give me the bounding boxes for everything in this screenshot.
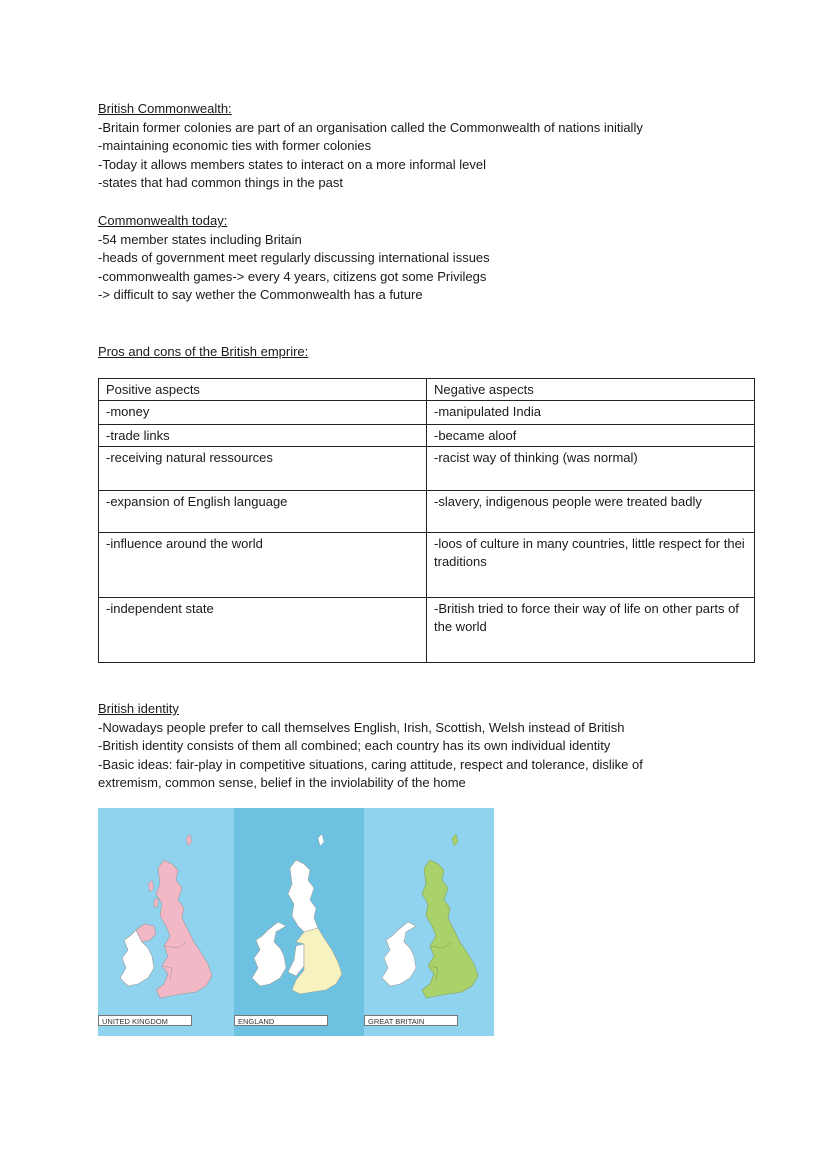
identity-heading: British identity	[98, 701, 179, 716]
identity-line: -Nowadays people prefer to call themselves English, Irish, Scottish, Welsh instead of British	[98, 719, 625, 735]
table-row	[99, 532, 755, 597]
commonwealth-today-heading: Commonwealth today:	[98, 213, 228, 228]
map-label-united-kingdom: UNITED KINGDOM	[98, 1015, 192, 1026]
map-panel-england	[234, 808, 364, 1036]
map-label-great-britain: GREAT BRITAIN	[364, 1015, 458, 1026]
table-cell: -money	[99, 401, 427, 425]
table-cell: -slavery, indigenous people were treated badly	[427, 490, 755, 532]
commonwealth-today-line: -54 member states including Britain	[98, 231, 302, 247]
great-britain-map-green	[364, 808, 494, 1036]
map-label-england: ENGLAND	[234, 1015, 328, 1026]
table-row	[99, 597, 755, 662]
table-cell: -manipulated India	[427, 401, 755, 425]
commonwealth-today-line: -> difficult to say wether the Commonwealth has a future	[98, 287, 423, 303]
pros-cons-section	[98, 343, 758, 362]
table-cell: -British tried to force their way of life on other parts of the world	[427, 597, 755, 662]
table-row	[99, 425, 755, 447]
table-cell: -racist way of thinking (was normal)	[427, 446, 755, 490]
pros-cons-heading: Pros and cons of the British emprire:	[98, 344, 309, 359]
table-cell: -became aloof	[427, 425, 755, 447]
table-header-cell: Negative aspects	[427, 379, 755, 401]
commonwealth-today-section	[98, 212, 758, 305]
table-header-cell: Positive aspects	[99, 379, 427, 401]
identity-line: -Basic ideas: fair-play in competitive situations, caring attitude, respect and tolerance, dislike of extremism, common sense, belief in the inviolability of the home	[98, 756, 643, 791]
table-row	[99, 446, 755, 490]
table-row	[99, 401, 755, 425]
uk-map-pink	[98, 808, 234, 1036]
table-header-row	[99, 379, 755, 401]
table-cell: -loos of culture in many countries, little respect for thei traditions	[427, 532, 755, 597]
commonwealth-line: -Britain former colonies are part of an organisation called the Commonwealth of nations initially	[98, 119, 643, 135]
commonwealth-section	[98, 100, 758, 193]
commonwealth-line: -maintaining economic ties with former colonies	[98, 138, 372, 154]
commonwealth-line: -states that had common things in the past	[98, 175, 343, 191]
table-cell: -influence around the world	[99, 532, 427, 597]
map-panel-united-kingdom	[98, 808, 234, 1036]
commonwealth-today-line: -heads of government meet regularly discussing international issues	[98, 250, 490, 266]
map-panel-great-britain	[364, 808, 494, 1036]
uk-maps-figure	[98, 808, 494, 1036]
pros-cons-table	[98, 378, 755, 663]
table-cell: -expansion of English language	[99, 490, 427, 532]
table-cell: -independent state	[99, 597, 427, 662]
identity-section	[98, 700, 758, 793]
commonwealth-today-line: -commonwealth games-> every 4 years, citizens got some Privilegs	[98, 268, 487, 284]
table-row	[99, 490, 755, 532]
identity-line: -British identity consists of them all combined; each country has its own individual identity	[98, 738, 611, 754]
table-cell: -receiving natural ressources	[99, 446, 427, 490]
england-map-cream	[234, 808, 364, 1036]
commonwealth-heading: British Commonwealth:	[98, 101, 232, 116]
table-cell: -trade links	[99, 425, 427, 447]
commonwealth-line: -Today it allows members states to interact on a more informal level	[98, 156, 486, 172]
